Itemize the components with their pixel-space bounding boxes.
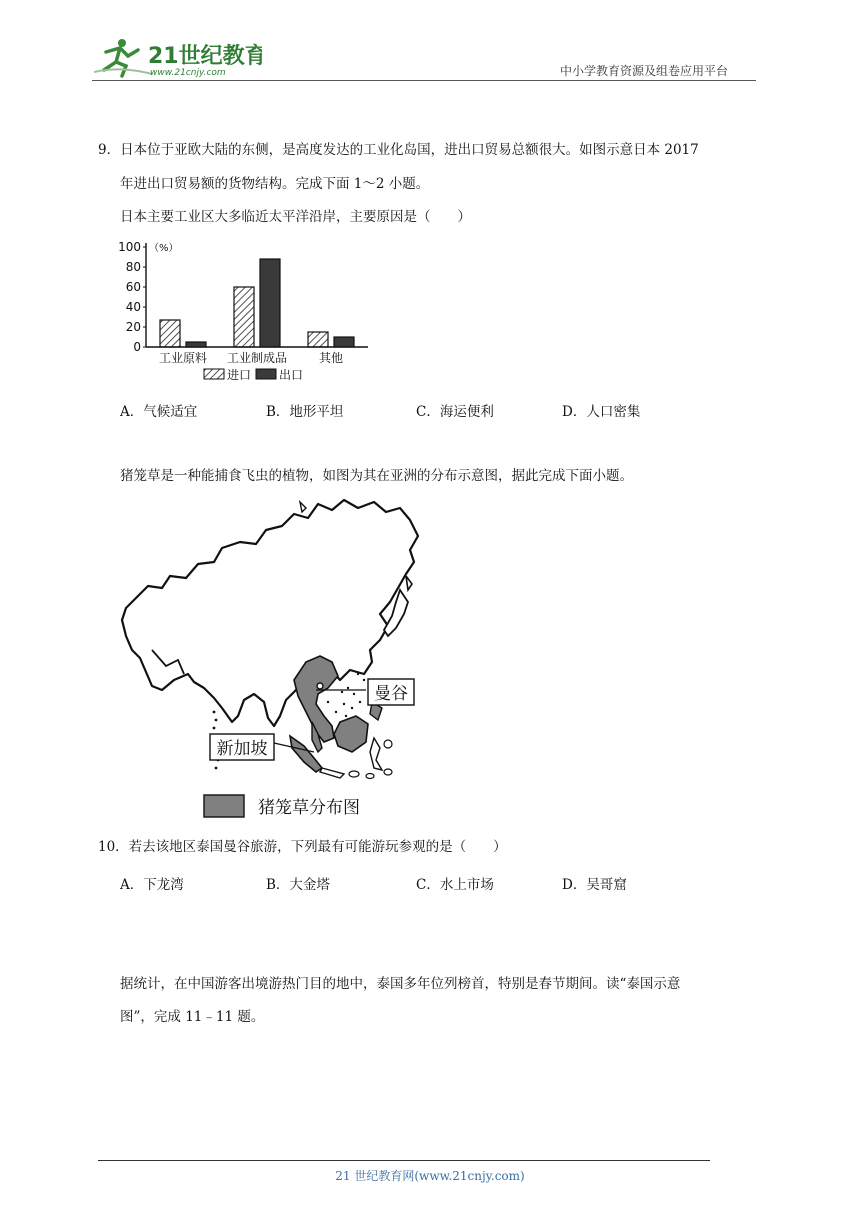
y-tick-label: 60	[125, 280, 141, 294]
q10-stem: 10．若去该地区泰国曼谷旅游，下列最有可能游玩参观的是（ ）	[98, 839, 507, 855]
map-legend-swatch	[204, 795, 244, 817]
x-tick-label: 工业原料	[158, 351, 208, 365]
legend-label-export: 出口	[279, 368, 304, 382]
distribution-borneo	[334, 716, 368, 752]
trade-bar-chart	[118, 237, 372, 385]
legend-swatch-import	[204, 369, 224, 379]
thailand-line1: 据统计，在中国游客出境游热门目的地中，泰国多年位列榜首，特别是春节期间。读“泰国示意	[120, 976, 681, 992]
thailand-line2: 图”，完成 11﹣11 题。	[120, 1009, 265, 1025]
q10-option-c[interactable]: C．水上市场	[416, 877, 494, 893]
y-tick-label: 0	[133, 340, 141, 354]
bar-出口-工业原料	[186, 342, 206, 347]
platform-label: 中小学教育资源及组卷应用平台	[560, 64, 729, 78]
y-tick-label: 100	[118, 240, 141, 254]
q10-option-d[interactable]: D．吴哥窟	[562, 877, 627, 893]
logo-url: www.21cnjy.com	[150, 68, 226, 78]
runner-icon	[94, 39, 152, 76]
q9-option-a[interactable]: A．气候适宜	[120, 404, 198, 420]
q10-option-a[interactable]: A．下龙湾	[120, 877, 184, 893]
footer-divider	[98, 1160, 710, 1161]
bar-进口-其他	[308, 332, 328, 347]
q9-line1: 9．日本位于亚欧大陆的东侧，是高度发达的工业化岛国，进出口贸易总额很大。如图示意日本 2017	[98, 142, 699, 158]
bar-进口-工业原料	[160, 320, 180, 347]
legend-label-import: 进口	[227, 368, 252, 382]
y-tick-label: 80	[125, 260, 141, 274]
site-logo	[92, 36, 262, 80]
q9-sub: 日本主要工业区大多临近太平洋沿岸，主要原因是（ ）	[120, 209, 471, 225]
header-divider	[92, 80, 756, 81]
x-tick-label: 工业制成品	[226, 351, 288, 365]
y-tick-label: 40	[125, 300, 141, 314]
footer-link[interactable]: 21 世纪教育网(www.21cnjy.com)	[335, 1169, 525, 1183]
bangkok-marker	[317, 683, 323, 689]
bangkok-label: 曼谷	[374, 684, 408, 704]
logo-text: 21世纪教育	[148, 44, 262, 69]
q9-line2: 年进出口贸易额的货物结构。完成下面 1～2 小题。	[120, 176, 430, 192]
asia-distribution-map	[118, 490, 428, 828]
q10-options	[120, 873, 720, 893]
legend-swatch-export	[256, 369, 276, 379]
bar-出口-工业制成品	[260, 259, 280, 347]
y-tick-label: 20	[125, 320, 141, 334]
singapore-label: 新加坡	[216, 739, 268, 759]
bar-进口-工业制成品	[234, 287, 254, 347]
x-tick-label: 其他	[318, 351, 344, 365]
q9-option-b[interactable]: B．地形平坦	[266, 404, 344, 420]
q9-option-c[interactable]: C．海运便利	[416, 404, 494, 420]
bar-出口-其他	[334, 337, 354, 347]
y-axis-label: （%）	[149, 243, 179, 254]
q9-options	[120, 400, 720, 420]
q10-option-b[interactable]: B．大金塔	[266, 877, 330, 893]
nepenthes-intro: 猪笼草是一种能捕食飞虫的植物，如图为其在亚洲的分布示意图，据此完成下面小题。	[120, 468, 633, 484]
q9-option-d[interactable]: D．人口密集	[562, 404, 641, 420]
map-legend-label: 猪笼草分布图	[258, 798, 360, 818]
